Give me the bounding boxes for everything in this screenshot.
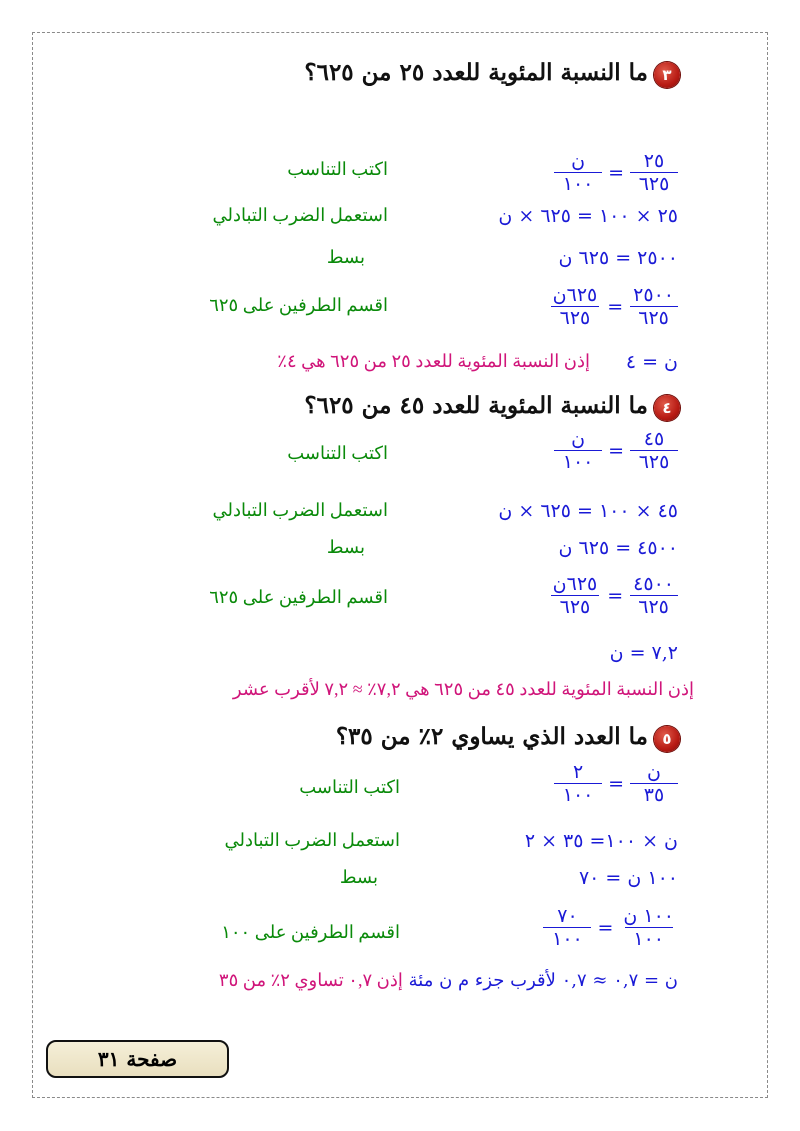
denominator: ١٠٠	[625, 927, 673, 950]
question-number-badge: ٤	[654, 395, 680, 421]
equals-sign: =	[607, 295, 624, 318]
step-note: بسط	[326, 537, 365, 557]
step-note: استعمل الضرب التبادلي	[224, 830, 400, 850]
numerator: ٧٠	[557, 905, 578, 927]
equals-sign: =	[607, 584, 624, 607]
denominator: ٣٥	[630, 783, 678, 806]
equals-sign: =	[597, 916, 614, 939]
step-note: اقسم الطرفين على ١٠٠	[221, 922, 400, 942]
step-note: اقسم الطرفين على ٦٢٥	[209, 295, 388, 315]
denominator: ١٠٠	[543, 927, 591, 950]
step-note: اكتب التناسب	[287, 443, 388, 463]
result-equation: ٧,٢ = ن	[609, 642, 678, 664]
fraction-left	[549, 284, 602, 329]
question-text: ما العدد الذي يساوي ٢٪ من ٣٥؟	[335, 723, 648, 750]
step-note: اكتب التناسب	[299, 777, 400, 797]
fraction-right	[630, 150, 678, 195]
result-approximation: ن = ٠,٧ ≈ ٠,٧ لأقرب جزء م ن مئة	[408, 970, 678, 991]
step-equation: ٢٥ × ١٠٠ = ٦٢٥ × ن	[498, 205, 678, 227]
fraction-left	[543, 905, 591, 950]
denominator: ١٠٠	[554, 172, 602, 195]
step-equation: ١٠٠ ن = ٧٠	[578, 867, 678, 889]
division-equation	[543, 905, 678, 950]
step-equation: ٢٥٠٠ = ٦٢٥ ن	[558, 247, 678, 269]
proportion-equation	[554, 761, 678, 806]
proportion-equation	[554, 428, 678, 473]
denominator: ٦٢٥	[551, 595, 599, 618]
numerator: ن	[571, 428, 586, 450]
numerator: ٢٥	[643, 150, 665, 172]
fraction-right	[629, 573, 678, 618]
denominator: ٦٢٥	[551, 306, 599, 329]
numerator: ٦٢٥ن	[552, 284, 598, 306]
step-note: اكتب التناسب	[287, 159, 388, 179]
question-text: ما النسبة المئوية للعدد ٤٥ من ٦٢٥؟	[304, 392, 648, 419]
step-equation: ٤٥٠٠ = ٦٢٥ ن	[558, 537, 678, 559]
step-equation: ن × ١٠٠= ٣٥ × ٢	[524, 830, 678, 852]
numerator: ٤٥٠٠	[633, 573, 674, 595]
step-note: استعمل الضرب التبادلي	[212, 205, 388, 225]
question-number-badge: ٣	[654, 62, 680, 88]
step-note: بسط	[339, 867, 378, 887]
equals-sign: =	[608, 439, 624, 462]
conclusion-line	[219, 970, 678, 991]
fraction-left	[554, 150, 602, 195]
numerator: ٢	[572, 761, 584, 783]
step-note: اقسم الطرفين على ٦٢٥	[209, 587, 388, 607]
equals-sign: =	[608, 772, 624, 795]
numerator: ن	[571, 150, 586, 172]
numerator: ٦٢٥ن	[552, 573, 598, 595]
fraction-right	[630, 761, 678, 806]
denominator: ١٠٠	[554, 450, 602, 473]
denominator: ١٠٠	[554, 783, 602, 806]
numerator: ٢٥٠٠	[633, 284, 674, 306]
fraction-right	[629, 284, 678, 329]
equals-sign: =	[608, 161, 624, 184]
proportion-equation	[554, 150, 678, 195]
conclusion-text: إذن ٠,٧ تساوي ٢٪ من ٣٥	[218, 970, 403, 990]
fraction-right	[630, 428, 678, 473]
result-equation: ن = ٤	[625, 351, 678, 373]
page-number-badge: صفحة ٣١	[46, 1040, 229, 1078]
denominator: ٦٢٥	[630, 450, 678, 473]
division-equation	[549, 284, 678, 329]
denominator: ٦٢٥	[630, 595, 678, 618]
question-number-badge: ٥	[654, 726, 680, 752]
fraction-left	[549, 573, 602, 618]
denominator: ٦٢٥	[630, 306, 678, 329]
fraction-right	[619, 905, 678, 950]
fraction-left	[554, 428, 602, 473]
denominator: ٦٢٥	[630, 172, 678, 195]
conclusion-text: إذن النسبة المئوية للعدد ٤٥ من ٦٢٥ هي ٧,٢٪ ≈ ٧,٢ لأقرب عشر	[232, 679, 694, 699]
step-note: استعمل الضرب التبادلي	[212, 500, 388, 520]
step-equation: ٤٥ × ١٠٠ = ٦٢٥ × ن	[498, 500, 678, 522]
step-note: بسط	[326, 247, 365, 267]
numerator: ١٠٠ ن	[623, 905, 674, 927]
conclusion-text: إذن النسبة المئوية للعدد ٢٥ من ٦٢٥ هي ٤٪	[277, 351, 590, 371]
numerator: ن	[647, 761, 661, 783]
division-equation	[549, 573, 678, 618]
numerator: ٤٥	[643, 428, 665, 450]
fraction-left	[554, 761, 602, 806]
question-text: ما النسبة المئوية للعدد ٢٥ من ٦٢٥؟	[304, 59, 648, 86]
